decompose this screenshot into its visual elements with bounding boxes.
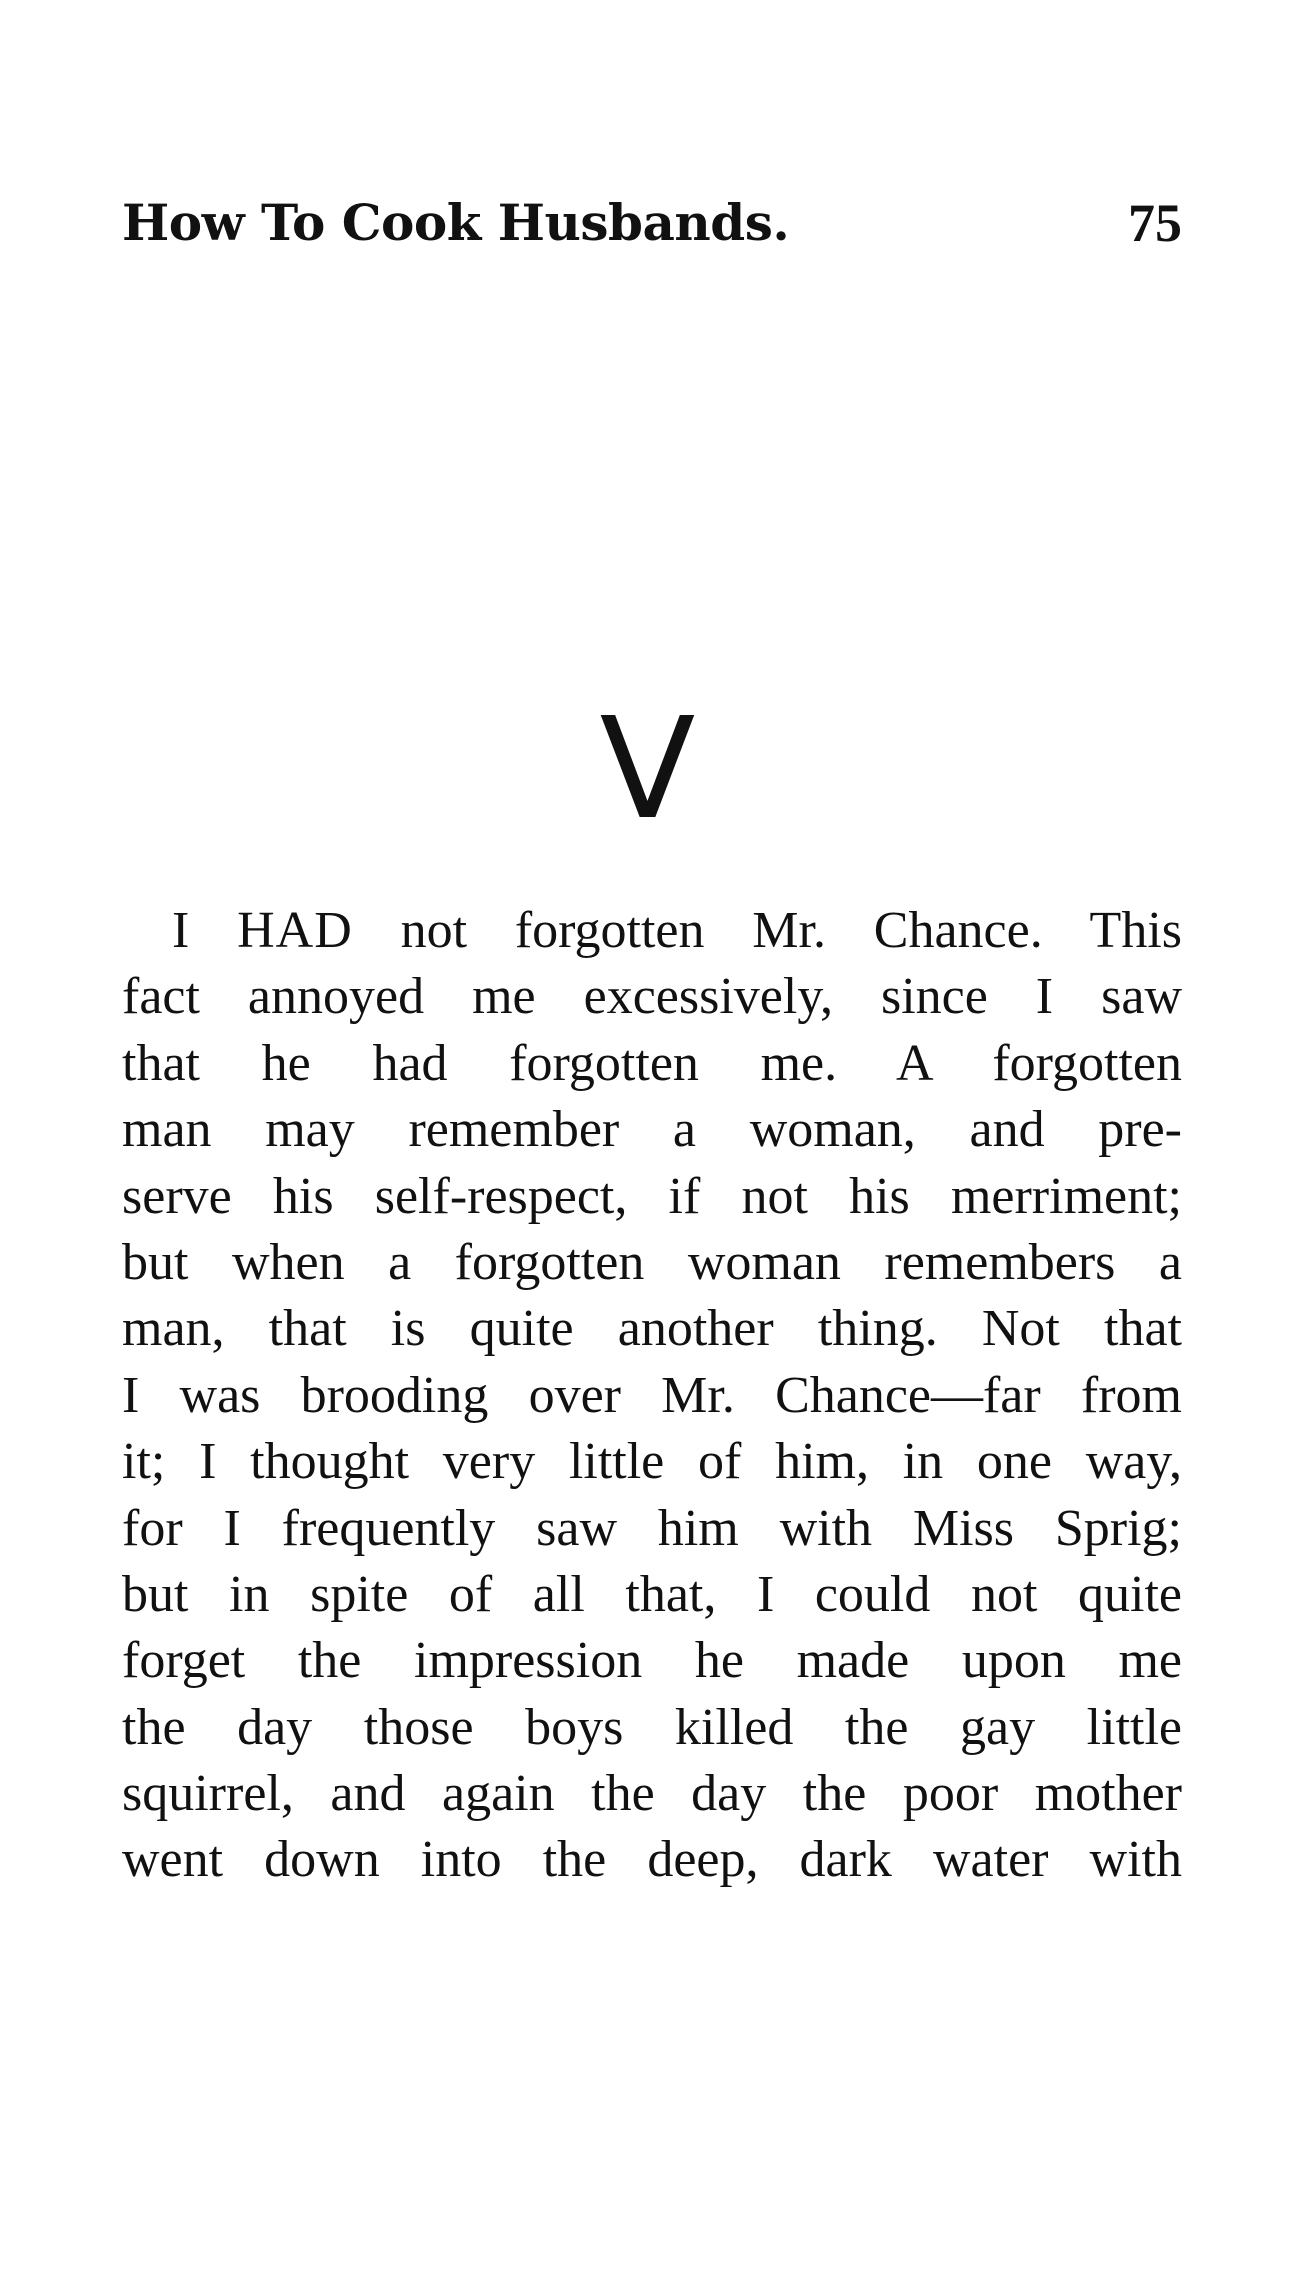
drop-word: I: [172, 902, 190, 959]
page-number: 75: [1128, 193, 1182, 253]
paragraph-line: that he had forgotten me. A forgotten: [122, 1034, 1182, 1092]
paragraph-line: man may remember a woman, and pre-: [122, 1101, 1182, 1159]
paragraph-line: man, that is quite another thing. Not that: [122, 1300, 1182, 1358]
chapter-number: V: [599, 688, 696, 851]
paragraph-line: the day those boys killed the gay little: [122, 1698, 1182, 1756]
paragraph-line: squirrel, and again the day the poor mother: [122, 1765, 1182, 1823]
first-line-rest: not forgotten Mr. Chance. This: [400, 902, 1183, 959]
paragraph-line: forget the impression he made upon me: [122, 1632, 1182, 1690]
running-head: [122, 188, 1182, 258]
chapter-paragraph: [122, 898, 1182, 1894]
paragraph-line-1: [122, 898, 1182, 964]
paragraph-line: went down into the deep, dark water with: [122, 1831, 1182, 1889]
paragraph-line: serve his self-respect, if not his merriment;: [122, 1167, 1182, 1225]
smallcaps-word: HAD: [237, 902, 353, 959]
paragraph-line: for I frequently saw him with Miss Sprig;: [122, 1499, 1182, 1557]
paragraph-line: but in spite of all that, I could not quite: [122, 1565, 1182, 1623]
running-title: How To Cook Husbands.: [122, 193, 790, 252]
paragraph-line: it; I thought very little of him, in one way,: [122, 1433, 1182, 1491]
paragraph-line: fact annoyed me excessively, since I saw: [122, 968, 1182, 1026]
paragraph-line: I was brooding over Mr. Chance—far from: [122, 1366, 1182, 1424]
paragraph-line: but when a forgotten woman remembers a: [122, 1233, 1182, 1291]
